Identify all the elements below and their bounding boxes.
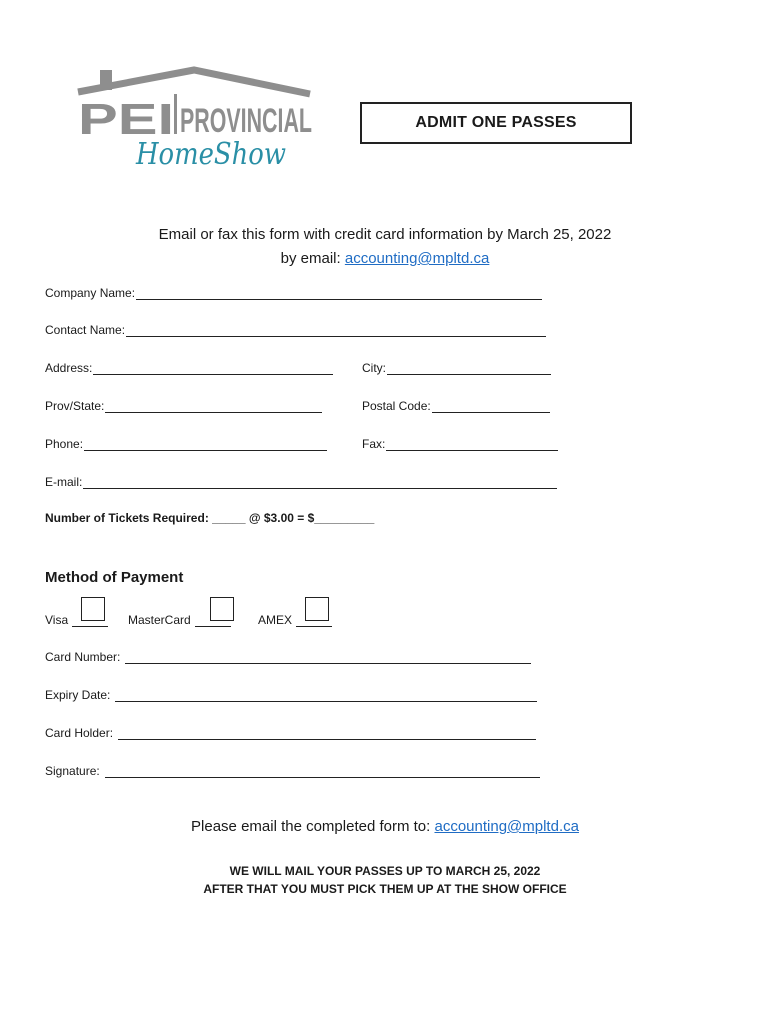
email-label: E-mail:: [45, 475, 83, 489]
email-input[interactable]: [83, 476, 557, 489]
company-name-field: [45, 284, 542, 300]
address-label: Address:: [45, 361, 93, 375]
fax-field: [362, 435, 558, 451]
prov-state-input[interactable]: [105, 400, 322, 413]
expiry-date-field: [45, 686, 537, 702]
card-number-input[interactable]: [125, 651, 531, 664]
intro-email-link[interactable]: accounting@mpltd.ca: [344, 250, 490, 267]
tickets-required: Number of Tickets Required: _____ @ $3.00 = $_________: [45, 511, 375, 525]
phone-input[interactable]: [84, 438, 327, 451]
email-completed-form-note: [0, 818, 770, 835]
intro-email-prefix: by email:: [280, 250, 345, 267]
prov-state-label: Prov/State:: [45, 399, 105, 413]
amex-label: AMEX: [258, 613, 293, 627]
pei-home-show-logo: [74, 64, 319, 174]
city-label: City:: [362, 361, 386, 375]
company-name-label: Company Name:: [45, 286, 136, 300]
fax-label: Fax:: [362, 437, 386, 451]
email-note-link[interactable]: accounting@mpltd.ca: [434, 818, 579, 835]
city-field: [362, 359, 551, 375]
visa-checkbox[interactable]: [81, 597, 105, 621]
card-holder-field: [45, 724, 536, 740]
house-logo-icon: [74, 64, 319, 174]
mail-notice-line-1: WE WILL MAIL YOUR PASSES UP TO MARCH 25, 2022: [229, 864, 541, 878]
amex-checkbox[interactable]: [305, 597, 329, 621]
signature-label: Signature:: [45, 764, 100, 778]
postal-code-field: [362, 397, 550, 413]
postal-code-input[interactable]: [432, 400, 550, 413]
contact-name-input[interactable]: [126, 324, 546, 337]
expiry-date-label: Expiry Date:: [45, 688, 111, 702]
email-note-prefix: Please email the completed form to:: [191, 818, 435, 835]
svg-text:PROVINCIAL: PROVINCIAL: [180, 102, 312, 140]
mail-notice-line-2: AFTER THAT YOU MUST PICK THEM UP AT THE SHOW OFFICE: [203, 882, 567, 896]
payment-options: [45, 597, 365, 627]
card-number-field: [45, 648, 531, 664]
phone-label: Phone:: [45, 437, 84, 451]
intro-line-1: Email or fax this form with credit card information by March 25, 2022: [158, 226, 612, 243]
address-field: [45, 359, 333, 375]
card-number-label: Card Number:: [45, 650, 121, 664]
company-name-input[interactable]: [136, 287, 542, 300]
signature-field: [45, 762, 540, 778]
postal-code-label: Postal Code:: [362, 399, 431, 413]
mastercard-checkbox[interactable]: [210, 597, 234, 621]
prov-state-field: [45, 397, 322, 413]
method-of-payment-heading: Method of Payment: [45, 569, 184, 586]
phone-field: [45, 435, 327, 451]
signature-input[interactable]: [105, 765, 540, 778]
intro-line-2: [0, 250, 770, 267]
expiry-date-input[interactable]: [115, 689, 537, 702]
address-input[interactable]: [93, 362, 333, 375]
card-holder-input[interactable]: [118, 727, 536, 740]
svg-text:HomeShow: HomeShow: [135, 137, 287, 172]
city-input[interactable]: [387, 362, 551, 375]
admit-one-passes-title: ADMIT ONE PASSES: [360, 102, 632, 144]
email-field: [45, 473, 557, 489]
contact-name-label: Contact Name:: [45, 323, 126, 337]
svg-text:PEI: PEI: [78, 95, 174, 144]
fax-input[interactable]: [386, 438, 558, 451]
visa-label: Visa: [45, 613, 69, 627]
card-holder-label: Card Holder:: [45, 726, 114, 740]
contact-name-field: [45, 321, 546, 337]
mastercard-label: MasterCard: [128, 613, 191, 627]
